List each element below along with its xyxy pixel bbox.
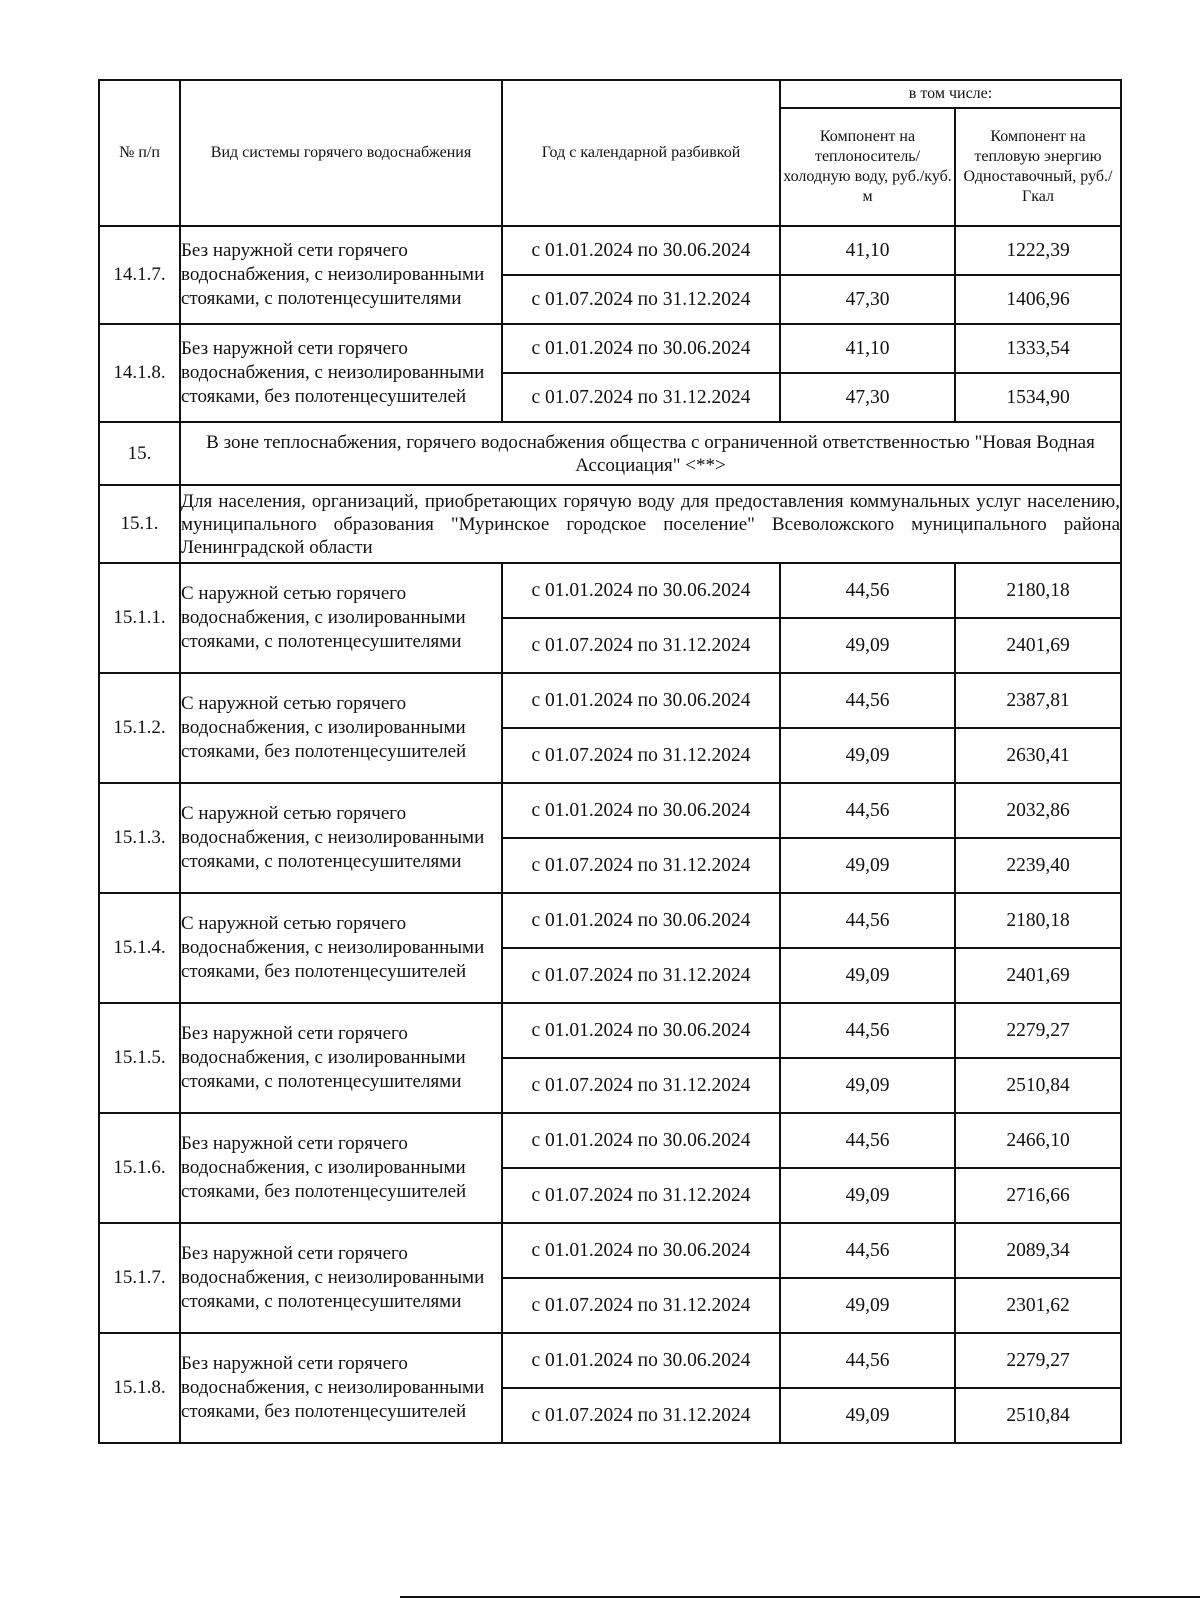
row-energy: 1333,54 xyxy=(955,324,1121,373)
row-number: 14.1.8. xyxy=(99,324,180,422)
row-energy: 2032,86 xyxy=(955,783,1121,838)
row-period: с 01.07.2024 по 31.12.2024 xyxy=(502,618,780,673)
row-carrier: 44,56 xyxy=(780,1113,955,1168)
row-carrier: 49,09 xyxy=(780,618,955,673)
section-row xyxy=(99,422,1121,485)
row-period: с 01.07.2024 по 31.12.2024 xyxy=(502,373,780,422)
row-energy: 1222,39 xyxy=(955,226,1121,275)
row-energy: 2239,40 xyxy=(955,838,1121,893)
row-type: С наружной сетью горячего водоснабжения, с неизолированными стояками, с полотенцесушителями xyxy=(180,783,502,893)
row-number: 15.1.5. xyxy=(99,1003,180,1113)
header-type: Вид системы горячего водоснабжения xyxy=(180,80,502,226)
row-type: Без наружной сети горячего водоснабжения, с изолированными стояками, с полотенцесушителями xyxy=(180,1003,502,1113)
row-carrier: 44,56 xyxy=(780,783,955,838)
row-period: с 01.01.2024 по 30.06.2024 xyxy=(502,1223,780,1278)
row-carrier: 41,10 xyxy=(780,226,955,275)
row-carrier: 49,09 xyxy=(780,1278,955,1333)
row-period: с 01.07.2024 по 31.12.2024 xyxy=(502,1168,780,1223)
row-carrier: 49,09 xyxy=(780,838,955,893)
row-energy: 2401,69 xyxy=(955,948,1121,1003)
tariff-table xyxy=(98,79,1122,1444)
row-number: 15.1.4. xyxy=(99,893,180,1003)
row-period: с 01.01.2024 по 30.06.2024 xyxy=(502,893,780,948)
scan-edge-line xyxy=(400,1596,1200,1598)
row-number: 15.1.2. xyxy=(99,673,180,783)
header-energy: Компонент на тепловую энергию Одноставочный, руб./Гкал xyxy=(955,108,1121,226)
header-carrier: Компонент на теплоноситель/ холодную воду, руб./куб. м xyxy=(780,108,955,226)
row-carrier: 41,10 xyxy=(780,324,955,373)
row-energy: 2510,84 xyxy=(955,1058,1121,1113)
row-type: С наружной сетью горячего водоснабжения, с неизолированными стояками, без полотенцесушителей xyxy=(180,893,502,1003)
row-number: 15.1.7. xyxy=(99,1223,180,1333)
row-period: с 01.01.2024 по 30.06.2024 xyxy=(502,1003,780,1058)
row-carrier: 49,09 xyxy=(780,1168,955,1223)
row-period: с 01.01.2024 по 30.06.2024 xyxy=(502,1113,780,1168)
section-number: 15. xyxy=(99,422,180,485)
row-energy: 2279,27 xyxy=(955,1003,1121,1058)
row-type: Без наружной сети горячего водоснабжения, с неизолированными стояками, с полотенцесушителями xyxy=(180,1223,502,1333)
row-carrier: 44,56 xyxy=(780,673,955,728)
row-energy: 2466,10 xyxy=(955,1113,1121,1168)
table-row xyxy=(99,563,1121,618)
row-carrier: 47,30 xyxy=(780,275,955,324)
row-number: 15.1.1. xyxy=(99,563,180,673)
row-carrier: 47,30 xyxy=(780,373,955,422)
row-period: с 01.01.2024 по 30.06.2024 xyxy=(502,783,780,838)
subsection-row xyxy=(99,485,1121,563)
table-row xyxy=(99,226,1121,275)
row-energy: 2279,27 xyxy=(955,1333,1121,1388)
subsection-number: 15.1. xyxy=(99,485,180,563)
row-carrier: 44,56 xyxy=(780,1003,955,1058)
row-period: с 01.01.2024 по 30.06.2024 xyxy=(502,563,780,618)
header-year: Год с календарной разбивкой xyxy=(502,80,780,226)
table-row xyxy=(99,1003,1121,1058)
row-type: Без наружной сети горячего водоснабжения, с неизолированными стояками, без полотенцесушителей xyxy=(180,1333,502,1443)
row-number: 15.1.6. xyxy=(99,1113,180,1223)
header-group: в том числе: xyxy=(780,80,1121,108)
row-energy: 2089,34 xyxy=(955,1223,1121,1278)
row-energy: 2401,69 xyxy=(955,618,1121,673)
row-carrier: 44,56 xyxy=(780,563,955,618)
row-energy: 2510,84 xyxy=(955,1388,1121,1443)
row-period: с 01.07.2024 по 31.12.2024 xyxy=(502,948,780,1003)
row-energy: 2180,18 xyxy=(955,563,1121,618)
subsection-title: Для населения, организаций, приобретающих горячую воду для предоставления коммунальных услуг населению, муниципального образования "Муринское городское поселение" Всеволожского муниципального района Ленинградской области xyxy=(180,485,1121,563)
row-carrier: 44,56 xyxy=(780,893,955,948)
row-type: Без наружной сети горячего водоснабжения, с неизолированными стояками, без полотенцесушителей xyxy=(180,324,502,422)
row-carrier: 49,09 xyxy=(780,948,955,1003)
table-row xyxy=(99,324,1121,373)
row-number: 15.1.3. xyxy=(99,783,180,893)
row-period: с 01.01.2024 по 30.06.2024 xyxy=(502,324,780,373)
row-energy: 2387,81 xyxy=(955,673,1121,728)
row-carrier: 49,09 xyxy=(780,728,955,783)
table-row xyxy=(99,893,1121,948)
header-row xyxy=(99,80,1121,108)
row-type: С наружной сетью горячего водоснабжения, с изолированными стояками, без полотенцесушителей xyxy=(180,673,502,783)
row-period: с 01.01.2024 по 30.06.2024 xyxy=(502,673,780,728)
row-carrier: 49,09 xyxy=(780,1388,955,1443)
row-type: С наружной сетью горячего водоснабжения, с изолированными стояками, с полотенцесушителями xyxy=(180,563,502,673)
row-number: 15.1.8. xyxy=(99,1333,180,1443)
table-row xyxy=(99,673,1121,728)
table-row xyxy=(99,1333,1121,1388)
row-period: с 01.01.2024 по 30.06.2024 xyxy=(502,226,780,275)
row-carrier: 49,09 xyxy=(780,1058,955,1113)
row-period: с 01.07.2024 по 31.12.2024 xyxy=(502,1278,780,1333)
table-row xyxy=(99,1223,1121,1278)
row-type: Без наружной сети горячего водоснабжения, с изолированными стояками, без полотенцесушителей xyxy=(180,1113,502,1223)
row-energy: 1534,90 xyxy=(955,373,1121,422)
row-period: с 01.01.2024 по 30.06.2024 xyxy=(502,1333,780,1388)
row-energy: 2630,41 xyxy=(955,728,1121,783)
row-period: с 01.07.2024 по 31.12.2024 xyxy=(502,1058,780,1113)
row-period: с 01.07.2024 по 31.12.2024 xyxy=(502,1388,780,1443)
table-row xyxy=(99,783,1121,838)
row-energy: 2180,18 xyxy=(955,893,1121,948)
row-period: с 01.07.2024 по 31.12.2024 xyxy=(502,728,780,783)
row-energy: 1406,96 xyxy=(955,275,1121,324)
row-energy: 2716,66 xyxy=(955,1168,1121,1223)
header-num: № п/п xyxy=(99,80,180,226)
row-period: с 01.07.2024 по 31.12.2024 xyxy=(502,275,780,324)
row-period: с 01.07.2024 по 31.12.2024 xyxy=(502,838,780,893)
row-number: 14.1.7. xyxy=(99,226,180,324)
row-carrier: 44,56 xyxy=(780,1333,955,1388)
row-type: Без наружной сети горячего водоснабжения, с неизолированными стояками, с полотенцесушителями xyxy=(180,226,502,324)
table-row xyxy=(99,1113,1121,1168)
row-energy: 2301,62 xyxy=(955,1278,1121,1333)
row-carrier: 44,56 xyxy=(780,1223,955,1278)
section-title: В зоне теплоснабжения, горячего водоснабжения общества с ограниченной ответственностью "Новая Водная Ассоциация" <**> xyxy=(180,422,1121,485)
